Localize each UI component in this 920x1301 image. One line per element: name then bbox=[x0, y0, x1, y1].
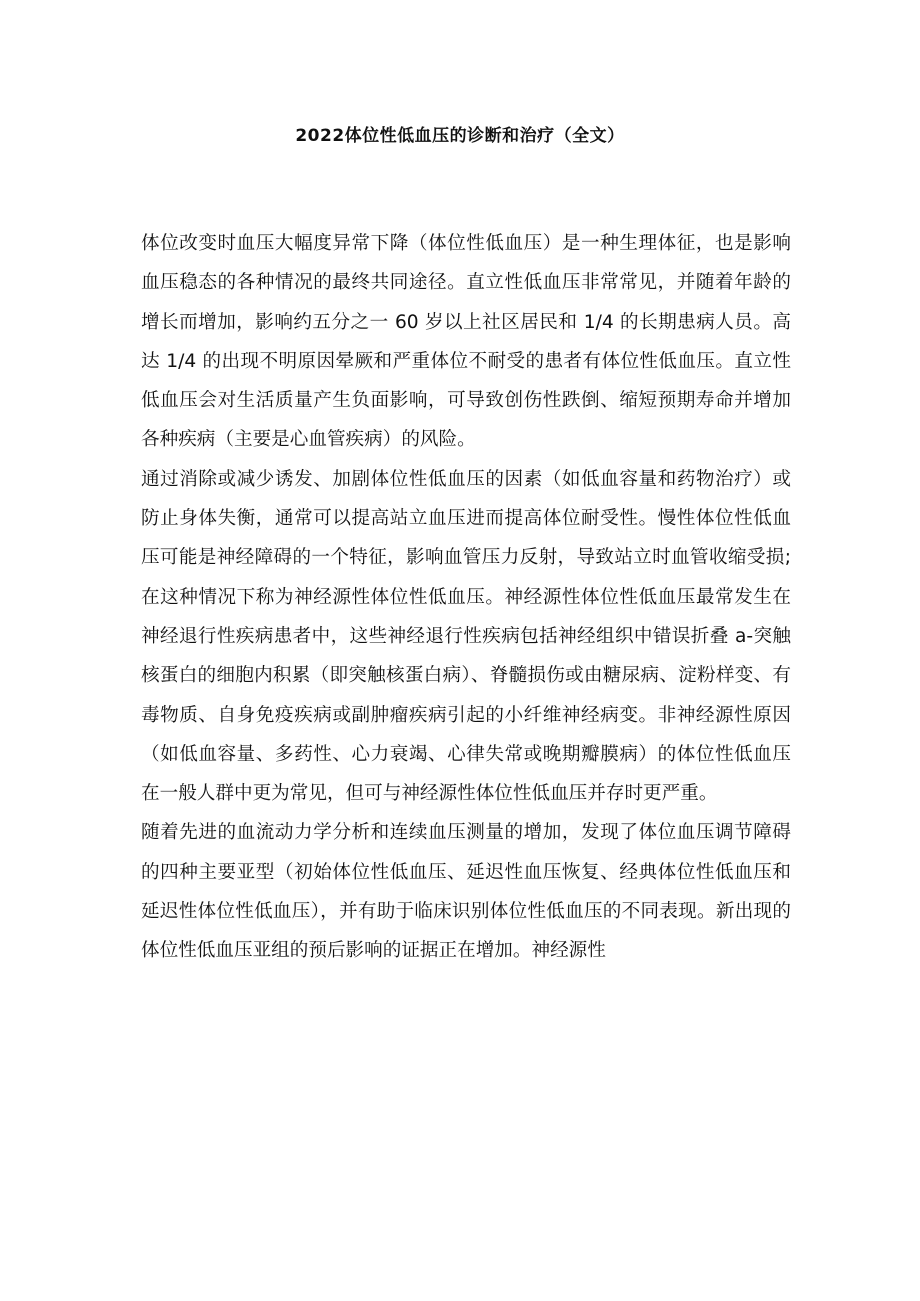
document-title: 2022体位性低血压的诊断和治疗（全文） bbox=[295, 126, 625, 146]
paragraph-1: 体位改变时血压大幅度异常下降（体位性低血压）是一种生理体征，也是影响血压稳态的各种情况的最终共同途径。直立性低血压非常常见，并随着年龄的增长而增加，影响约五分之一 60 岁以上社区居民和 1/4 的长期患病人员。高达 1/4 的出现不明原因晕厥和严重体位不耐受的患者有体位性低血压。直立性低血压会对生活质量产生负面影响，可导致创伤性跌倒、缩短预期寿命并增加各种疾病（主要是心血管疾病）的风险。 bbox=[141, 233, 791, 451]
document-body bbox=[141, 224, 791, 971]
paragraph-3: 随着先进的血流动力学分析和连续血压测量的增加，发现了体位血压调节障碍的四种主要亚型（初始体位性低血压、延迟性血压恢复、经典体位性低血压和延迟性体位性低血压），并有助于临床识别体位性低血压的不同表现。新出现的体位性低血压亚组的预后影响的证据正在增加。神经源性 bbox=[141, 822, 791, 962]
paragraph-2: 通过消除或减少诱发、加剧体位性低血压的因素（如低血容量和药物治疗）或防止身体失衡，通常可以提高站立血压进而提高体位耐受性。慢性体位性低血压可能是神经障碍的一个特征，影响血管压力反射，导致站立时血管收缩受损;在这种情况下称为神经源性体位性低血压。神经源性体位性低血压最常发生在神经退行性疾病患者中，这些神经退行性疾病包括神经组织中错误折叠 a-突触核蛋白的细胞内积累（即突触核蛋白病）、脊髓损伤或由糖尿病、淀粉样变、有毒物质、自身免疫疾病或副肿瘤疾病引起的小纤维神经病变。非神经源性原因（如低血容量、多药性、心力衰竭、心律失常或晚期瓣膜病）的体位性低血压在一般人群中更为常见，但可与神经源性体位性低血压并存时更严重。 bbox=[141, 468, 791, 805]
